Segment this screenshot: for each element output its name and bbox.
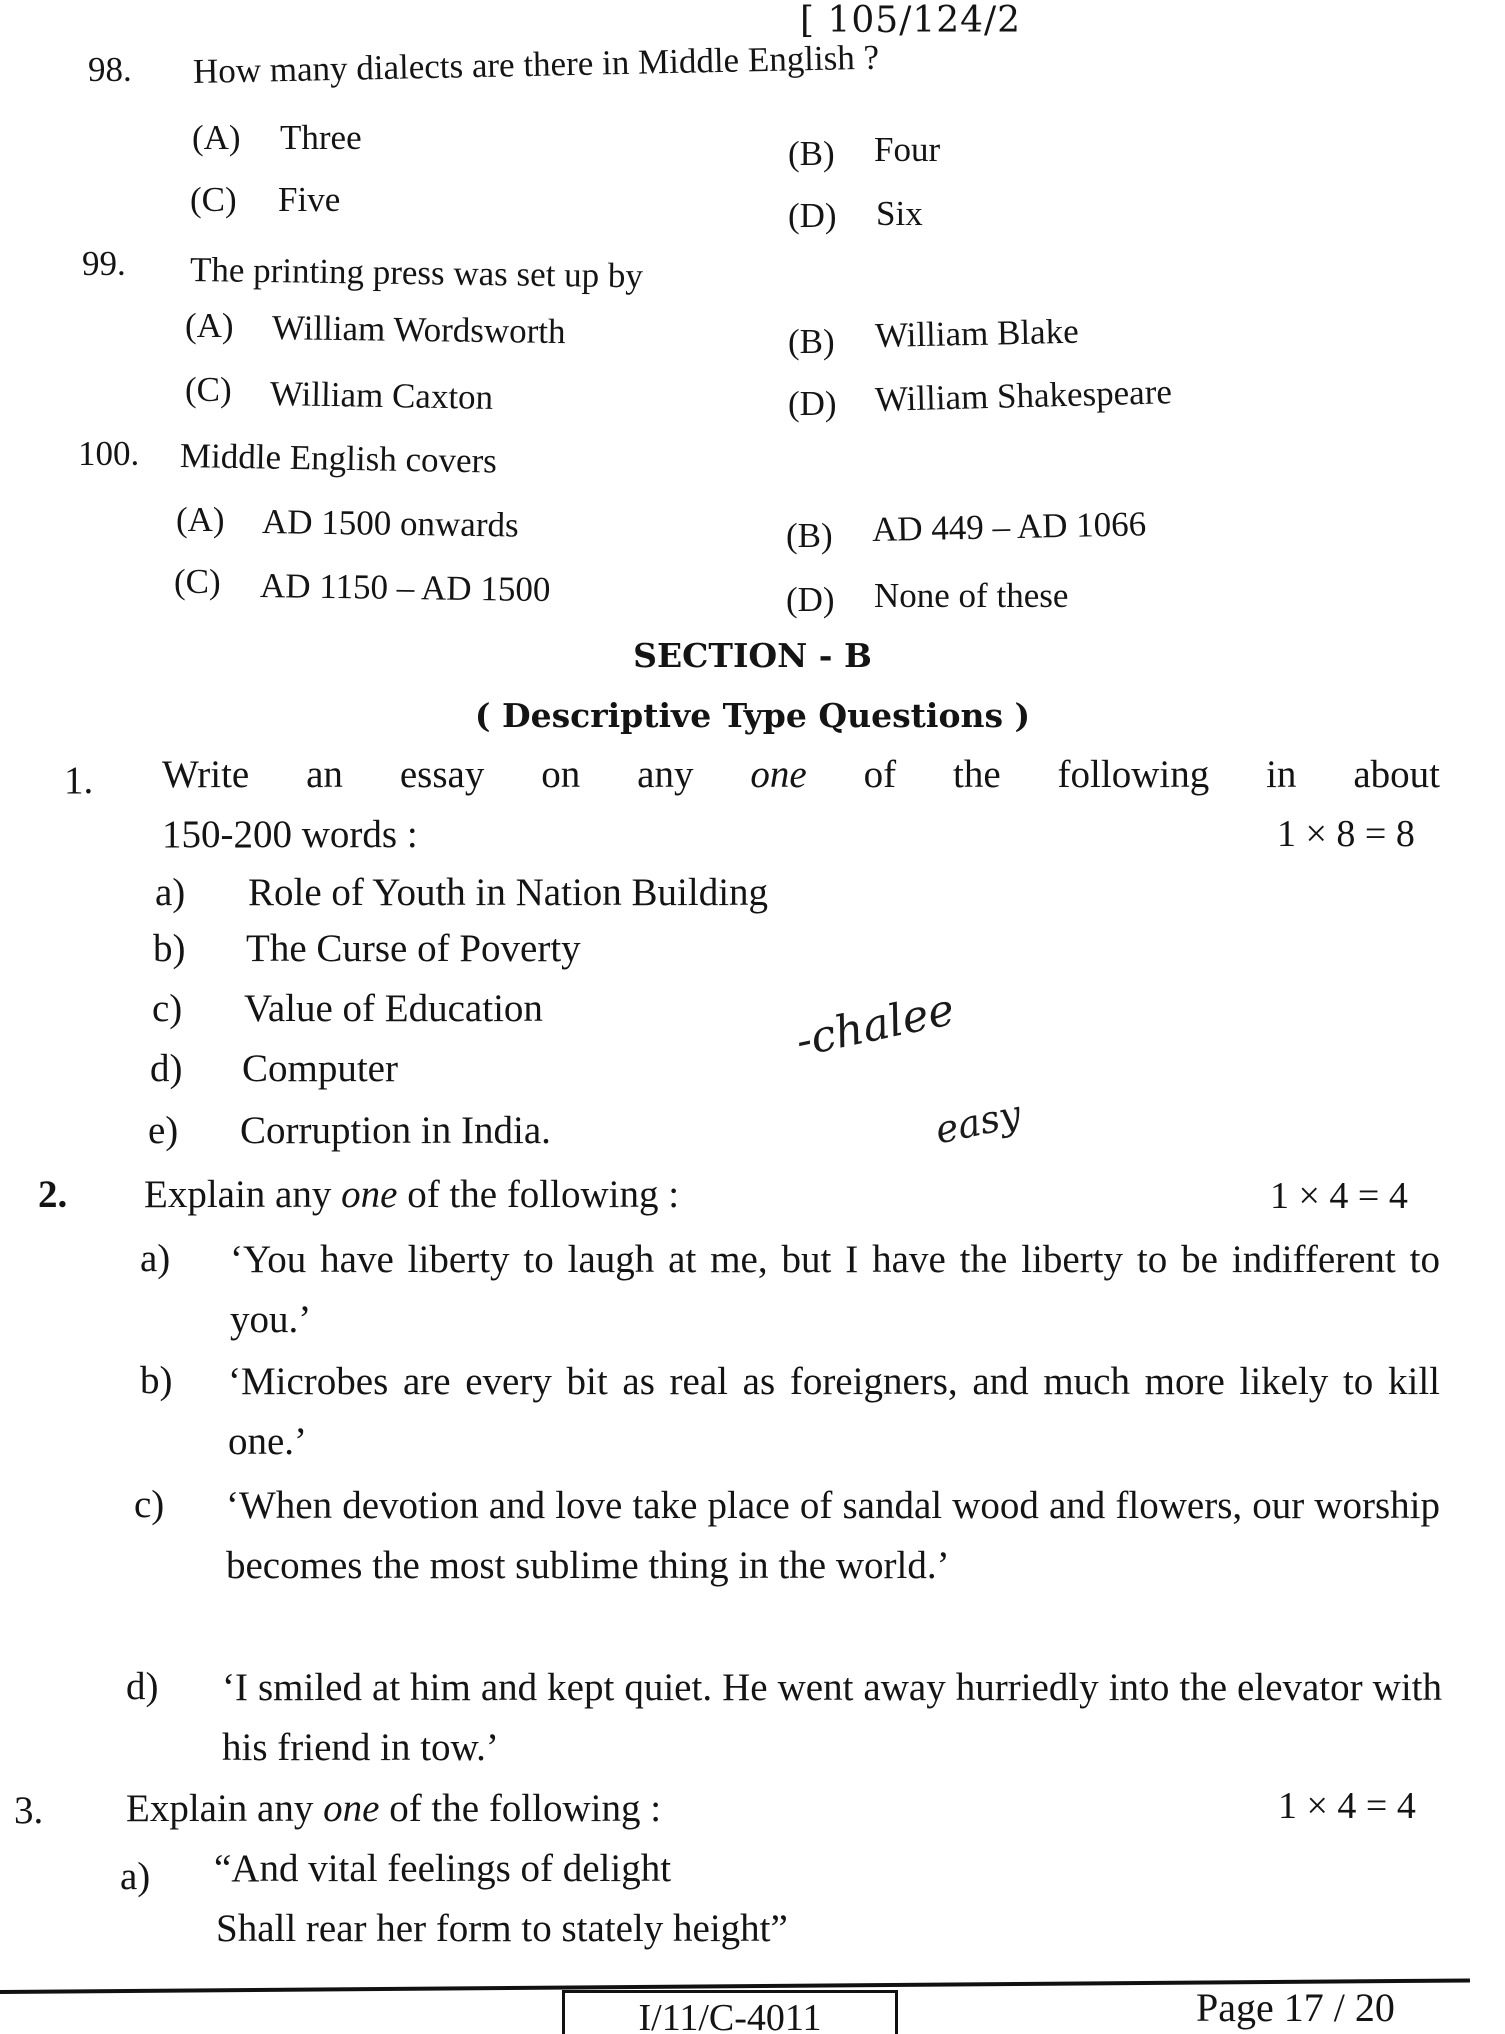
question-text: How many dialects are there in Middle English ?: [192, 37, 880, 91]
essay-topic: Computer: [242, 1047, 398, 1090]
question-number: 98.: [88, 50, 132, 89]
emphasis: one: [341, 1173, 398, 1216]
option-text: Five: [278, 180, 341, 219]
quotation-passage: ‘You have liberty to laugh at me, but I have the liberty to be indifferent to you.’: [230, 1238, 1440, 1341]
item-label: c): [152, 987, 183, 1030]
option-letter: (A): [192, 118, 241, 157]
emphasis: one: [323, 1787, 380, 1830]
question-text: The printing press was set up by: [189, 250, 644, 296]
item-label: a): [155, 871, 186, 914]
question-number: 2.: [38, 1173, 68, 1216]
option-letter: (C): [190, 180, 237, 219]
option-letter: (D): [788, 384, 837, 423]
text: Write an essay on any: [162, 753, 751, 796]
item-label: d): [126, 1665, 159, 1708]
marks-allocation: 1 × 4 = 4: [1270, 1175, 1408, 1217]
question-number: 99.: [82, 244, 126, 283]
poem-line: Shall rear her form to stately height”: [216, 1907, 788, 1950]
handwritten-note: easy: [931, 1091, 1025, 1153]
quotation-passage: ‘When devotion and love take place of sandal wood and flowers, our worship becomes the most sublime thing in the world.’: [226, 1484, 1440, 1587]
option-letter: (B): [788, 322, 835, 361]
text: Explain any: [144, 1173, 342, 1216]
option-text: AD 449 – AD 1066: [871, 504, 1147, 549]
option-text: Three: [280, 118, 362, 157]
item-label: d): [150, 1047, 183, 1090]
option-text: AD 1500 onwards: [261, 502, 519, 545]
essay-topic: Role of Youth in Nation Building: [248, 871, 769, 914]
option-text: William Caxton: [269, 374, 494, 417]
item-label: c): [134, 1483, 165, 1526]
marks-allocation: 1 × 4 = 4: [1278, 1785, 1416, 1827]
item-label: a): [140, 1237, 171, 1280]
option-text: William Shakespeare: [874, 372, 1173, 419]
question-text-line2: 150-200 words :: [162, 813, 418, 856]
option-letter: (B): [786, 516, 833, 555]
option-text: Four: [874, 130, 941, 169]
option-letter: (D): [786, 580, 835, 619]
item-label: e): [148, 1109, 179, 1152]
page-number: Page 17 / 20: [1196, 1985, 1395, 2030]
option-text: Six: [876, 194, 923, 233]
text: Explain any: [126, 1787, 324, 1830]
text: of the following :: [397, 1173, 680, 1216]
essay-topic: The Curse of Poverty: [246, 927, 581, 970]
handwritten-note: -chalee: [791, 983, 959, 1068]
essay-topic: Value of Education: [244, 987, 543, 1030]
option-text: William Blake: [874, 311, 1080, 355]
question-text: [126, 1786, 661, 1831]
option-text: AD 1150 – AD 1500: [259, 566, 551, 610]
option-text: None of these: [874, 576, 1069, 615]
item-label: b): [153, 927, 186, 970]
paper-code-box: I/11/C-4011: [562, 1990, 898, 2034]
text: of the following :: [379, 1787, 662, 1830]
section-subtitle: ( Descriptive Type Questions ): [474, 696, 1031, 735]
item-label: a): [120, 1855, 151, 1898]
question-text-line1-justified: [162, 752, 1440, 797]
essay-topic: Corruption in India.: [240, 1109, 551, 1152]
option-letter: (A): [185, 306, 234, 345]
option-letter: (B): [788, 134, 835, 173]
quotation-passage: ‘Microbes are every bit as real as foreigners, and much more likely to kill one.’: [228, 1360, 1440, 1463]
item-label: b): [140, 1359, 173, 1402]
question-number: 3.: [14, 1789, 44, 1832]
question-number: 100.: [78, 434, 140, 473]
text: of the following in about: [806, 753, 1440, 796]
question-number: 1.: [64, 759, 94, 802]
emphasis: one: [750, 753, 807, 796]
paper-reference-code: [ 105/124/2: [800, 0, 1022, 41]
option-letter: (D): [788, 196, 837, 235]
option-letter: (C): [185, 370, 232, 409]
option-text: William Wordsworth: [271, 308, 566, 352]
question-text: Middle English covers: [179, 436, 498, 481]
option-letter: (A): [176, 500, 225, 539]
section-title: SECTION - B: [633, 636, 872, 675]
question-text: [144, 1172, 679, 1217]
option-letter: (C): [174, 562, 221, 601]
quotation-passage: ‘I smiled at him and kept quiet. He went away hurriedly into the elevator with his friend in tow.’: [222, 1666, 1442, 1769]
poem-line: “And vital feelings of delight: [214, 1847, 672, 1890]
marks-allocation: 1 × 8 = 8: [1277, 813, 1415, 855]
